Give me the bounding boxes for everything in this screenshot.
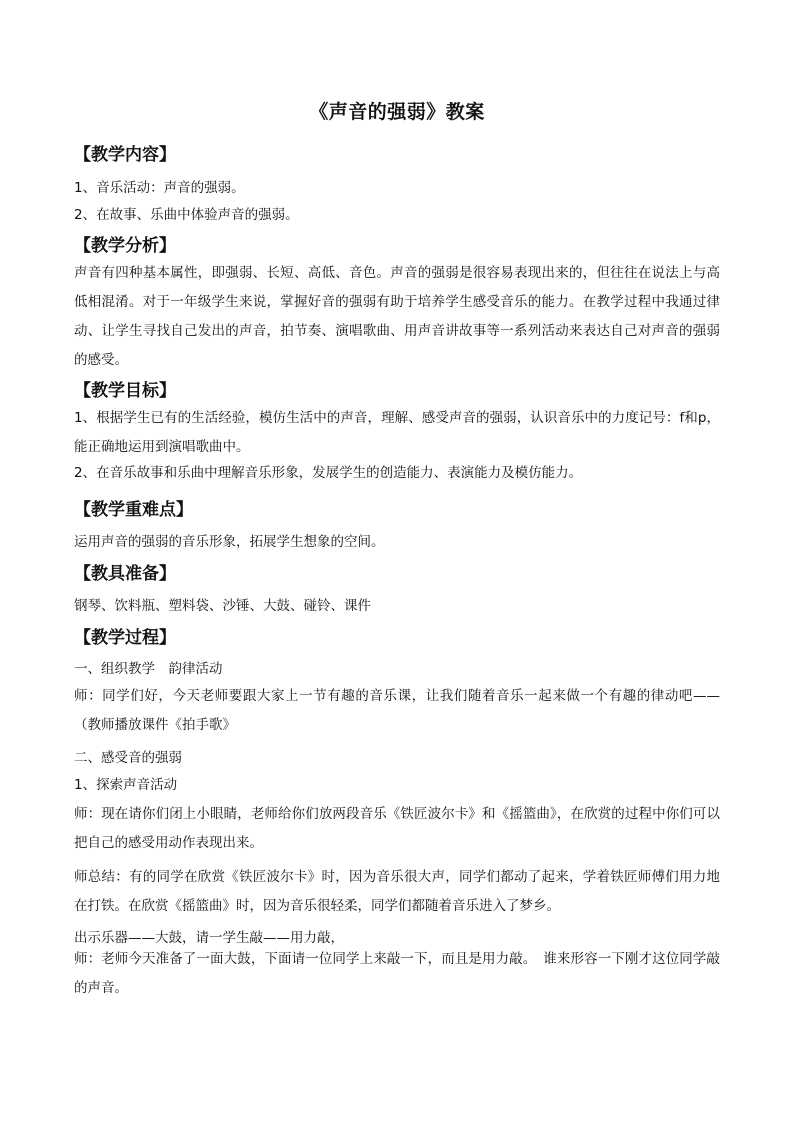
analysis-paragraph: 声音有四种基本属性，即强弱、长短、高低、音色。声音的强弱是很容易表现出来的，但往往在说法上与高低相混淆。对于一年级学生来说，掌握好音的强弱有助于培养学生感受音乐的能力。在教学过程中我通过律动、让学生寻找自己发出的声音，拍节奏、演唱歌曲、用声音讲故事等一系列活动来表达自己对声音的强弱的感受。 (74, 265, 720, 368)
content-item-2: 2、在故事、乐曲中体验声音的强弱。 (74, 207, 299, 223)
key-points-text: 运用声音的强弱的音乐形象，拓展学生想象的空间。 (74, 534, 385, 550)
content-item-1: 1、音乐活动：声音的强弱。 (74, 180, 245, 196)
goal-item-2: 2、在音乐故事和乐曲中理解音乐形象，发展学生的创造能力、表演能力及模仿能力。 (74, 465, 583, 481)
document-title: 《声音的强弱》教案 (309, 101, 485, 123)
heading-materials: 【教具准备】 (74, 564, 176, 584)
instrument-line: 出示乐器——大鼓，请一学生敲——用力敲， (74, 930, 344, 946)
teacher-speech-2: 师：现在请你们闭上小眼睛，老师给你们放两段音乐《铁匠波尔卡》和《摇篮曲》，在欣赏的过程中你们可以把自己的感受用动作表现出来。 (74, 806, 720, 851)
heading-teaching-analysis: 【教学分析】 (74, 236, 176, 256)
process-step-2: 二、感受音的强弱 (74, 750, 182, 766)
materials-text: 钢琴、饮料瓶、塑料袋、沙锤、大鼓、碰铃、课件 (74, 598, 371, 614)
heading-teaching-process: 【教学过程】 (74, 628, 176, 648)
process-step-2-1: 1、探索声音活动 (74, 777, 178, 793)
process-step-1: 一、组织教学 韵律活动 (74, 661, 223, 677)
heading-teaching-goals: 【教学目标】 (74, 381, 176, 401)
teacher-summary: 师总结：有的同学在欣赏《铁匠波尔卡》时，因为音乐很大声，同学们都动了起来，学着铁匠师傅们用力地在打铁。在欣赏《摇篮曲》时，因为音乐很轻柔，同学们都随着音乐进入了梦乡。 (74, 869, 720, 914)
teacher-speech-1: 师：同学们好，今天老师要跟大家上一节有趣的音乐课，让我们随着音乐一起来做一个有趣的律动吧——（教师播放课件《拍手歌》 (74, 688, 720, 733)
goal-item-1: 1、根据学生已有的生活经验，模仿生活中的声音，理解、感受声音的强弱，认识音乐中的力度记号：f和p，能正确地运用到演唱歌曲中。 (74, 410, 720, 455)
heading-key-points: 【教学重难点】 (74, 500, 193, 520)
teacher-speech-3: 师：老师今天准备了一面大鼓，下面请一位同学上来敲一下，而且是用力敲。 谁来形容一下刚才这位同学敲的声音。 (74, 951, 720, 996)
heading-teaching-content: 【教学内容】 (74, 145, 176, 165)
